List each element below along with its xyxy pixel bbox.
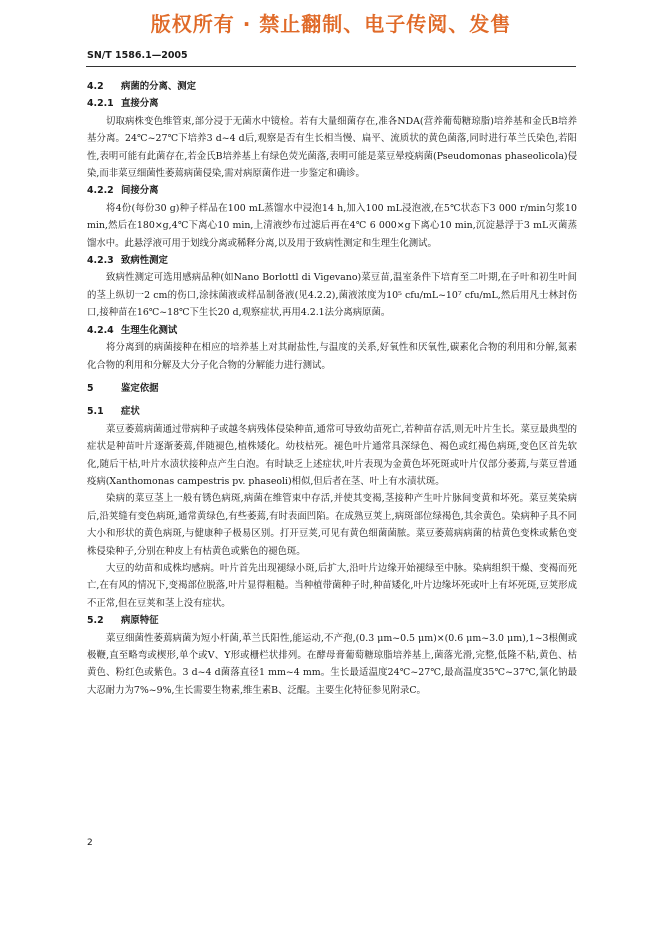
paragraph: 大豆的幼苗和成株均感病。叶片首先出现褪绿小斑,后扩大,沿叶片边缘开始褪绿至中脉。染病组织干燥、变褐而死亡,在有风的情况下,变褐部位脱落,叶片显得粗糙。当种植带菌种子时,种苗矮化,叶片边缘坏死或叶上有坏死斑,豆荚形成不正常,但在豆荚和茎上没有症状。 — [87, 562, 577, 609]
paragraph: 菜豆细菌性萎蔫病菌为短小杆菌,革兰氏阳性,能运动,不产孢,(0.3 μm~0.5 μm)×(0.6 μm~3.0 μm),1~3根侧或极鞭,直至略弯或楔形,单个或V、Y形或栅栏状排列。在酵母膏葡萄糖琼脂培养基上,菌落光滑,完整,低隆不粘,黄色、枯黄色、粉红色或紫色。3 d~4 d菌落直径1 mm~4 mm。生长最适温度24℃~27℃,最高温度35℃~37℃,氯化钠最大忍耐力为7%~9%,生长需要生物素,维生素B、泛醌。主要生化特征参见附录C。 — [87, 632, 577, 696]
section-heading: 4.2.1 直接分离 — [87, 98, 159, 110]
section-heading: 4.2.3 致病性测定 — [87, 255, 168, 267]
section-heading: 4.2.2 间接分离 — [87, 185, 159, 197]
paragraph: 将分离到的病菌接种在相应的培养基上对其耐盐性,与温度的关系,好氧性和厌氧性,碳素化合物的利用和分解,氮素化合物的利用和分解及大分子化合物的分解能力进行测试。 — [87, 342, 577, 371]
section-heading: 5.2 病原特征 — [87, 615, 159, 627]
copyright-banner: 版权所有 · 禁止翻制、电子传阅、发售 — [150, 12, 512, 36]
paragraph: 致病性测定可选用感病品种(如Nano Borlottl di Vigevano)菜豆苗,温室条件下培育至二叶期,在子叶和初生叶间的茎上纵切一2 cm的伤口,涂抹菌液或样品制备液(见4.2.2),菌液浓度为10⁵ cfu/mL~10⁷ cfu/mL,然后用凡士林封伤口,接种苗在16℃~18℃下生长20 d,观察症状,再用4.2.1法分离病原菌。 — [87, 272, 577, 319]
standard-number: SN/T 1586.1—2005 — [87, 50, 188, 61]
section-heading: 4.2.4 生理生化测试 — [87, 324, 178, 336]
paragraph: 切取病株变色维管束,部分浸于无菌水中镜检。若有大量细菌存在,准各NDA(营养葡萄糖琼脂)培养基和金氏B培养基分离。24℃~27℃下培养3 d~4 d后,观察是否有生长相当慢、扁平、流质状的黄色菌落,同时进行革兰氏染色,若阳性,表明可能有此菌存在,若金氏B培养基上有绿色荧光菌落,表明可能是菜豆晕疫病菌(Pseudomonas phaseolicola)侵染,而非菜豆细菌性萎蔫病菌侵染,需对病原菌作进一步鉴定和确诊。 — [87, 115, 577, 180]
paragraph: 染病的菜豆茎上一般有锈色病斑,病菌在维管束中存活,并使其变褐,茎接种产生叶片脉间变黄和坏死。菜豆荚染病后,沿荚缝有变色病斑,通常黄绿色,有些萎蔫,有时表面凹陷。在成熟豆荚上,病斑部位绿褐色,其余黄色。染病种子具不同大小和形状的黄色病斑,与健康种子极易区别。打开豆荚,可见有黄色细菌菌脓。菜豆萎蔫病病菌的枯黄色变株或紫色变株侵染种子,分别在种皮上有枯黄色或紫色的褪色斑。 — [87, 493, 577, 557]
section-heading: 5.1 症状 — [87, 406, 140, 418]
header-rule — [86, 66, 576, 67]
section-heading: 5 鉴定依据 — [87, 382, 159, 394]
paragraph: 将4份(每份30 g)种子样品在100 mL蒸馏水中浸泡14 h,加入100 mL浸泡液,在5℃状态下3 000 r/min匀浆10 min,然后在180×g,4℃下离心10 min,上清液纱布过滤后再在4℃ 6 000×g下离心10 min,沉淀悬浮于3 mL灭菌蒸馏水中。此悬浮液可用于划线分离或稀释分离,以及用于致病性测定和生理生化测试。 — [87, 202, 577, 249]
paragraph: 菜豆萎蔫病菌通过带病种子或越冬病残体侵染种苗,通常可导致幼苗死亡,若种苗存活,则无叶片生长。菜豆最典型的症状是种苗叶片逐渐萎蔫,伴随褪色,植株矮化。幼枝枯死。褪色叶片通常具深绿色、褐色或红褐色病斑,变色区首先软化,随后干枯,叶片水渍状接种点产生白泡。有时缺乏上述症状,叶片表现为金黄色坏死斑或叶片仅部分萎蔫,与菜豆普通疫病(Xanthomonas campestris pv. phaseoli)相似,但后者在茎、叶上有水渍状斑。 — [87, 423, 577, 487]
document-body — [87, 78, 577, 699]
page-number: 2 — [87, 838, 93, 848]
section-heading: 4.2 病菌的分离、测定 — [87, 81, 197, 92]
